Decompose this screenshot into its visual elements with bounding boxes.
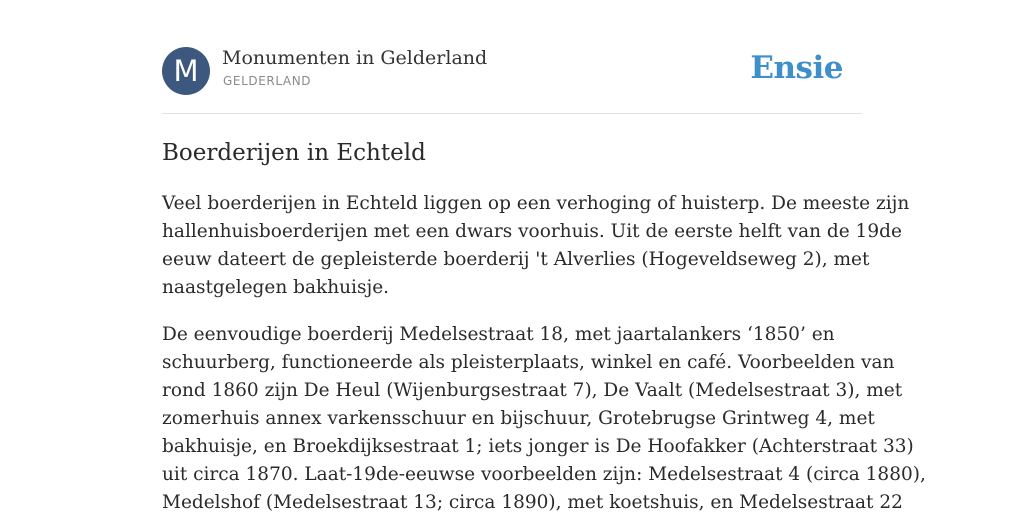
paragraph-line: schuurberg, functioneerde als pleisterplaats, winkel en café. Voorbeelden van [162, 352, 895, 373]
article-body [162, 190, 926, 512]
source-title[interactable]: Monumenten in Gelderland [222, 47, 488, 69]
paragraph-line: De eenvoudige boerderij Medelsestraat 18, met jaartalankers ‘1850’ en [162, 324, 835, 345]
paragraph-line: naastgelegen bakhuisje. [162, 277, 390, 298]
paragraph-line: Veel boerderijen in Echteld liggen op een verhoging of huisterp. De meeste zijn [162, 193, 910, 214]
article-paragraph [162, 190, 910, 302]
paragraph-line: bakhuisje, en Broekdijksestraat 1; iets jonger is De Hoofakker (Achterstraat 33) [162, 436, 914, 457]
paragraph-line: hallenhuisboerderijen met een dwars voorhuis. Uit de eerste helft van de 19de [162, 221, 902, 242]
paragraph-line: uit circa 1870. Laat-19de-eeuwse voorbeelden zijn: Medelsestraat 4 (circa 1880), [162, 464, 926, 485]
article-title: Boerderijen in Echteld [162, 140, 426, 166]
header-divider [162, 113, 862, 114]
paragraph-line: eeuw dateert de gepleisterde boerderij 't Alverlies (Hogeveldseweg 2), met [162, 249, 870, 270]
source-header [162, 46, 862, 96]
source-subtitle[interactable]: GELDERLAND [223, 74, 312, 88]
paragraph-line: Medelshof (Medelsestraat 13; circa 1890), met koetshuis, en Medelsestraat 22 [162, 492, 903, 512]
paragraph-line: rond 1860 zijn De Heul (Wijenburgsestraat 7), De Vaalt (Medelsestraat 3), met [162, 380, 903, 401]
paragraph-line: zomerhuis annex varkensschuur en bijschuur, Grotebrugse Grintweg 4, met [162, 408, 875, 429]
article-paragraph [162, 321, 926, 512]
source-avatar[interactable]: M [162, 47, 210, 95]
ensie-logo-link[interactable]: Ensie [750, 50, 843, 86]
